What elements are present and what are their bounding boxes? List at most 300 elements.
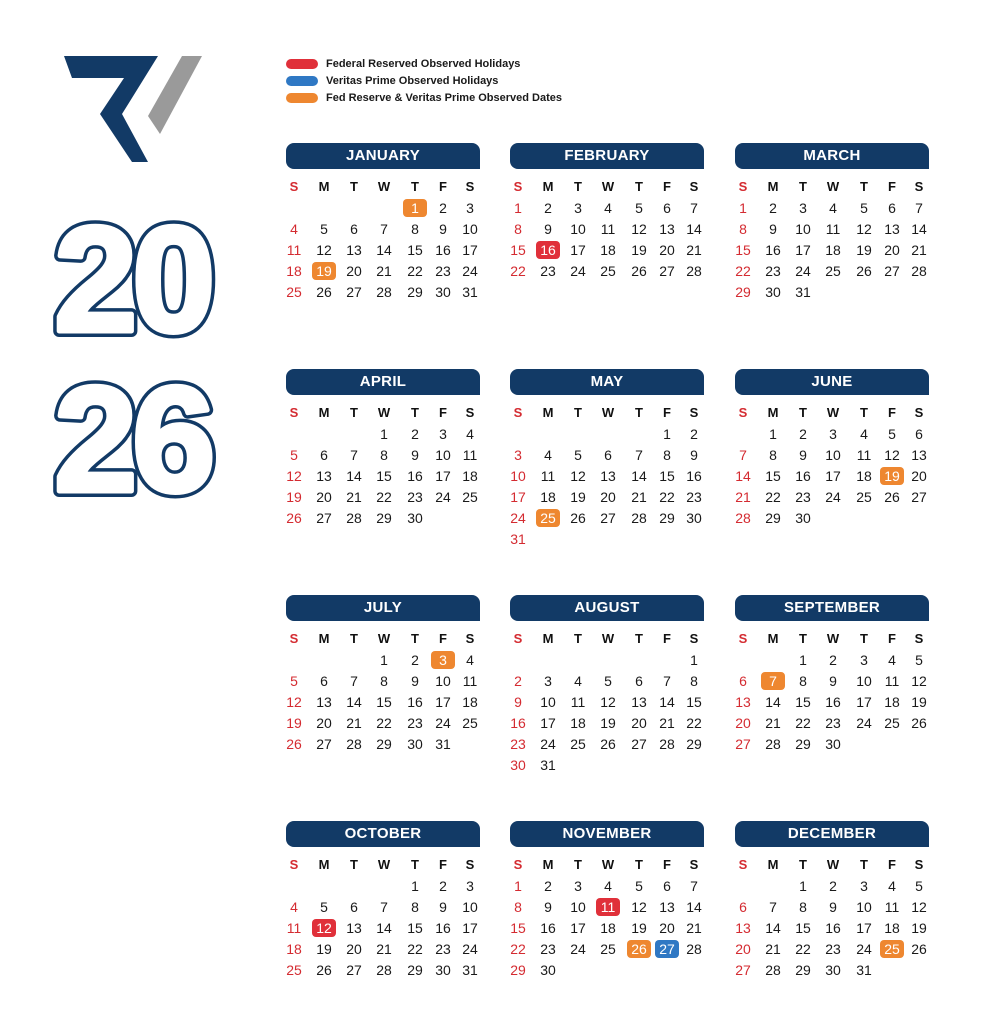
day-cell: 7 [915, 200, 923, 216]
day-cell: 26 [600, 736, 616, 752]
day-cell: 22 [659, 489, 675, 505]
day-cell: 16 [825, 694, 841, 710]
month-may [510, 369, 704, 547]
day-cell: 12 [631, 899, 647, 915]
year-graphic [48, 196, 223, 506]
day-cell: 1 [411, 878, 419, 894]
company-logo [60, 52, 210, 173]
day-cell: 21 [376, 941, 392, 957]
day-cell: 13 [735, 920, 751, 936]
day-cell: 8 [514, 221, 522, 237]
month-january [286, 143, 480, 318]
month-days-grid [510, 404, 704, 547]
day-cell: 23 [407, 489, 423, 505]
month-days-grid [286, 178, 480, 318]
day-cell: 23 [435, 263, 451, 279]
day-cell: 18 [540, 489, 556, 505]
day-cell: 22 [735, 263, 751, 279]
month-days-grid [286, 630, 480, 770]
weekday-header: S [289, 405, 299, 420]
day-cell: 8 [411, 221, 419, 237]
weekday-header: S [465, 631, 475, 646]
day-cell: 15 [407, 920, 423, 936]
day-cell: 23 [540, 263, 556, 279]
weekday-header: T [799, 857, 807, 872]
day-cell: 26 [286, 736, 302, 752]
weekday-header: T [411, 631, 419, 646]
day-cell: 19 [600, 715, 616, 731]
day-cell: 9 [411, 447, 419, 463]
day-cell: 16 [686, 468, 702, 484]
day-cell: 31 [462, 962, 478, 978]
day-cell: 8 [514, 899, 522, 915]
day-cell: 30 [795, 510, 811, 526]
day-cell: 8 [380, 447, 388, 463]
day-cell: 18 [884, 694, 900, 710]
weekday-header: F [888, 405, 896, 420]
holiday-day-cell: 25 [536, 509, 560, 527]
day-cell: 28 [346, 510, 362, 526]
month-title: AUGUST [510, 595, 704, 621]
day-cell: 24 [856, 941, 872, 957]
day-cell: 18 [462, 468, 478, 484]
day-cell: 18 [884, 920, 900, 936]
day-cell: 15 [376, 468, 392, 484]
day-cell: 1 [799, 878, 807, 894]
day-cell: 10 [795, 221, 811, 237]
day-cell: 2 [544, 878, 552, 894]
day-cell: 15 [659, 468, 675, 484]
day-cell: 10 [856, 899, 872, 915]
day-cell: 9 [439, 899, 447, 915]
weekday-header: F [663, 857, 671, 872]
weekday-header: S [465, 405, 475, 420]
day-cell: 13 [659, 899, 675, 915]
day-cell: 11 [540, 468, 556, 484]
day-cell: 12 [316, 242, 332, 258]
day-cell: 20 [911, 468, 927, 484]
day-cell: 11 [884, 673, 900, 689]
month-december [735, 821, 929, 996]
weekday-header: S [513, 179, 523, 194]
day-cell: 8 [739, 221, 747, 237]
weekday-header: W [826, 631, 840, 646]
holiday-day-cell: 3 [431, 651, 455, 669]
day-cell: 28 [765, 736, 781, 752]
day-cell: 1 [380, 426, 388, 442]
day-cell: 5 [635, 200, 643, 216]
day-cell: 18 [600, 242, 616, 258]
day-cell: 6 [350, 899, 358, 915]
day-cell: 30 [540, 962, 556, 978]
month-title: FEBRUARY [510, 143, 704, 169]
month-february [510, 143, 704, 318]
day-cell: 29 [407, 284, 423, 300]
day-cell: 13 [346, 920, 362, 936]
day-cell: 2 [769, 200, 777, 216]
weekday-header: M [542, 631, 554, 646]
month-title: JULY [286, 595, 480, 621]
day-cell: 6 [320, 447, 328, 463]
day-cell: 18 [286, 263, 302, 279]
day-cell: 22 [376, 489, 392, 505]
day-cell: 2 [411, 426, 419, 442]
legend-swatch [286, 76, 318, 86]
day-cell: 12 [631, 221, 647, 237]
day-cell: 29 [686, 736, 702, 752]
day-cell: 30 [435, 962, 451, 978]
day-cell: 6 [604, 447, 612, 463]
month-october [286, 821, 480, 996]
weekday-header: S [914, 631, 924, 646]
day-cell: 23 [686, 489, 702, 505]
day-cell: 19 [631, 242, 647, 258]
holiday-day-cell: 1 [403, 199, 427, 217]
weekday-header: T [635, 857, 643, 872]
day-cell: 10 [540, 694, 556, 710]
day-cell: 2 [829, 878, 837, 894]
day-cell: 5 [574, 447, 582, 463]
day-cell: 1 [799, 652, 807, 668]
day-cell: 30 [510, 757, 526, 773]
day-cell: 16 [407, 694, 423, 710]
day-cell: 1 [663, 426, 671, 442]
day-cell: 3 [574, 200, 582, 216]
day-cell: 5 [915, 878, 923, 894]
day-cell: 27 [735, 962, 751, 978]
day-cell: 20 [884, 242, 900, 258]
month-july [286, 595, 480, 770]
day-cell: 15 [686, 694, 702, 710]
holiday-day-cell: 25 [880, 940, 904, 958]
day-cell: 21 [686, 920, 702, 936]
day-cell: 25 [825, 263, 841, 279]
day-cell: 8 [380, 673, 388, 689]
day-cell: 10 [435, 673, 451, 689]
legend-label: Federal Reserved Observed Holidays [326, 57, 521, 70]
day-cell: 14 [686, 221, 702, 237]
month-days-grid [286, 856, 480, 996]
day-cell: 25 [600, 263, 616, 279]
day-cell: 26 [316, 284, 332, 300]
weekday-header: S [465, 179, 475, 194]
weekday-header: S [689, 631, 699, 646]
day-cell: 8 [663, 447, 671, 463]
day-cell: 21 [686, 242, 702, 258]
day-cell: 20 [346, 941, 362, 957]
month-title: APRIL [286, 369, 480, 395]
day-cell: 1 [739, 200, 747, 216]
day-cell: 21 [911, 242, 927, 258]
day-cell: 31 [462, 284, 478, 300]
day-cell: 16 [435, 920, 451, 936]
day-cell: 19 [316, 941, 332, 957]
day-cell: 29 [376, 510, 392, 526]
weekday-header: T [411, 857, 419, 872]
day-cell: 4 [888, 878, 896, 894]
weekday-header: M [318, 631, 330, 646]
year-text: 2026 [48, 196, 51, 197]
day-cell: 1 [380, 652, 388, 668]
day-cell: 17 [795, 242, 811, 258]
day-cell: 8 [690, 673, 698, 689]
day-cell: 19 [286, 489, 302, 505]
day-cell: 1 [690, 652, 698, 668]
day-cell: 31 [510, 531, 526, 547]
day-cell: 11 [462, 673, 478, 689]
day-cell: 4 [860, 426, 868, 442]
weekday-header: W [826, 857, 840, 872]
day-cell: 6 [663, 200, 671, 216]
day-cell: 10 [435, 447, 451, 463]
holiday-day-cell: 19 [312, 262, 336, 280]
weekday-header: W [601, 631, 615, 646]
day-cell: 3 [799, 200, 807, 216]
day-cell: 9 [544, 899, 552, 915]
day-cell: 3 [439, 426, 447, 442]
day-cell: 24 [510, 510, 526, 526]
weekday-header: M [542, 405, 554, 420]
day-cell: 7 [350, 447, 358, 463]
month-title: JUNE [735, 369, 929, 395]
day-cell: 24 [435, 489, 451, 505]
weekday-header: M [318, 857, 330, 872]
weekday-header: S [289, 857, 299, 872]
day-cell: 22 [510, 941, 526, 957]
day-cell: 26 [570, 510, 586, 526]
day-cell: 6 [350, 221, 358, 237]
month-days-grid [735, 856, 929, 996]
day-cell: 7 [350, 673, 358, 689]
month-november [510, 821, 704, 996]
day-cell: 9 [690, 447, 698, 463]
day-cell: 15 [376, 694, 392, 710]
day-cell: 9 [829, 673, 837, 689]
day-cell: 20 [735, 715, 751, 731]
day-cell: 21 [735, 489, 751, 505]
weekday-header: T [350, 179, 358, 194]
weekday-header: S [738, 179, 748, 194]
day-cell: 16 [510, 715, 526, 731]
day-cell: 7 [663, 673, 671, 689]
day-cell: 27 [316, 510, 332, 526]
weekday-header: S [738, 631, 748, 646]
day-cell: 27 [631, 736, 647, 752]
day-cell: 5 [635, 878, 643, 894]
day-cell: 10 [510, 468, 526, 484]
month-march [735, 143, 929, 318]
day-cell: 19 [856, 242, 872, 258]
day-cell: 4 [466, 426, 474, 442]
day-cell: 30 [686, 510, 702, 526]
day-cell: 12 [286, 694, 302, 710]
day-cell: 17 [856, 694, 872, 710]
day-cell: 24 [825, 489, 841, 505]
day-cell: 4 [290, 899, 298, 915]
day-cell: 18 [856, 468, 872, 484]
weekday-header: S [289, 631, 299, 646]
weekday-header: F [663, 631, 671, 646]
weekday-header: F [888, 631, 896, 646]
day-cell: 9 [439, 221, 447, 237]
day-cell: 14 [376, 920, 392, 936]
day-cell: 20 [659, 920, 675, 936]
day-cell: 14 [631, 468, 647, 484]
day-cell: 2 [690, 426, 698, 442]
day-cell: 25 [462, 489, 478, 505]
day-cell: 1 [514, 200, 522, 216]
day-cell: 23 [407, 715, 423, 731]
weekday-header: F [888, 179, 896, 194]
veritas-prime-logo-icon [60, 52, 210, 168]
day-cell: 20 [346, 263, 362, 279]
day-cell: 5 [915, 652, 923, 668]
day-cell: 29 [376, 736, 392, 752]
weekday-header: T [350, 405, 358, 420]
day-cell: 20 [735, 941, 751, 957]
weekday-header: T [635, 631, 643, 646]
day-cell: 29 [765, 510, 781, 526]
weekday-header: T [860, 631, 868, 646]
month-days-grid [286, 404, 480, 544]
day-cell: 11 [884, 899, 900, 915]
weekday-header: M [767, 857, 779, 872]
day-cell: 17 [570, 242, 586, 258]
legend-item [286, 89, 562, 106]
day-cell: 21 [376, 263, 392, 279]
holiday-day-cell: 11 [596, 898, 620, 916]
day-cell: 15 [795, 920, 811, 936]
day-cell: 2 [514, 673, 522, 689]
day-cell: 24 [570, 941, 586, 957]
day-cell: 10 [825, 447, 841, 463]
day-cell: 18 [570, 715, 586, 731]
day-cell: 9 [829, 899, 837, 915]
day-cell: 29 [795, 962, 811, 978]
day-cell: 2 [439, 878, 447, 894]
weekday-header: S [289, 179, 299, 194]
day-cell: 13 [659, 221, 675, 237]
day-cell: 3 [466, 200, 474, 216]
day-cell: 14 [346, 468, 362, 484]
month-title: JANUARY [286, 143, 480, 169]
day-cell: 23 [825, 941, 841, 957]
day-cell: 28 [376, 962, 392, 978]
day-cell: 25 [286, 284, 302, 300]
legend-label: Fed Reserve & Veritas Prime Observed Dates [326, 91, 563, 104]
day-cell: 3 [466, 878, 474, 894]
day-cell: 14 [735, 468, 751, 484]
day-cell: 6 [320, 673, 328, 689]
day-cell: 18 [825, 242, 841, 258]
day-cell: 14 [376, 242, 392, 258]
weekday-header: T [574, 631, 582, 646]
legend-swatch [286, 59, 318, 69]
day-cell: 26 [286, 510, 302, 526]
day-cell: 9 [799, 447, 807, 463]
day-cell: 28 [346, 736, 362, 752]
day-cell: 7 [690, 878, 698, 894]
day-cell: 13 [631, 694, 647, 710]
weekday-header: S [738, 405, 748, 420]
weekday-header: W [601, 857, 615, 872]
weekday-header: W [601, 179, 615, 194]
month-title: OCTOBER [286, 821, 480, 847]
month-title: MAY [510, 369, 704, 395]
day-cell: 27 [600, 510, 616, 526]
weekday-header: F [663, 179, 671, 194]
day-cell: 17 [510, 489, 526, 505]
holiday-day-cell: 19 [880, 467, 904, 485]
weekday-header: S [914, 405, 924, 420]
day-cell: 5 [290, 447, 298, 463]
weekday-header: W [377, 179, 391, 194]
day-cell: 30 [407, 510, 423, 526]
weekday-header: T [635, 405, 643, 420]
day-cell: 29 [510, 962, 526, 978]
day-cell: 25 [462, 715, 478, 731]
day-cell: 22 [407, 263, 423, 279]
day-cell: 19 [911, 920, 927, 936]
day-cell: 2 [799, 426, 807, 442]
day-cell: 20 [631, 715, 647, 731]
day-cell: 29 [659, 510, 675, 526]
day-cell: 17 [570, 920, 586, 936]
day-cell: 12 [911, 899, 927, 915]
day-cell: 2 [411, 652, 419, 668]
weekday-header: S [914, 857, 924, 872]
weekday-header: M [767, 631, 779, 646]
day-cell: 3 [574, 878, 582, 894]
day-cell: 12 [286, 468, 302, 484]
weekday-header: M [318, 179, 330, 194]
day-cell: 30 [825, 736, 841, 752]
weekday-header: M [318, 405, 330, 420]
day-cell: 7 [769, 899, 777, 915]
weekday-header: S [738, 857, 748, 872]
day-cell: 26 [884, 489, 900, 505]
day-cell: 31 [540, 757, 556, 773]
day-cell: 4 [829, 200, 837, 216]
weekday-header: T [860, 857, 868, 872]
holiday-day-cell: 26 [627, 940, 651, 958]
day-cell: 29 [407, 962, 423, 978]
day-cell: 31 [435, 736, 451, 752]
month-title: NOVEMBER [510, 821, 704, 847]
day-cell: 14 [686, 899, 702, 915]
day-cell: 15 [510, 920, 526, 936]
day-cell: 16 [407, 468, 423, 484]
weekday-header: F [663, 405, 671, 420]
day-cell: 11 [600, 221, 616, 237]
day-cell: 28 [765, 962, 781, 978]
day-cell: 29 [795, 736, 811, 752]
day-cell: 14 [346, 694, 362, 710]
day-cell: 4 [604, 878, 612, 894]
weekday-header: F [888, 857, 896, 872]
weekday-header: W [826, 179, 840, 194]
day-cell: 22 [795, 715, 811, 731]
legend-item [286, 55, 562, 72]
day-cell: 8 [799, 673, 807, 689]
day-cell: 25 [856, 489, 872, 505]
day-cell: 8 [411, 899, 419, 915]
day-cell: 20 [659, 242, 675, 258]
day-cell: 19 [911, 694, 927, 710]
weekday-header: T [411, 405, 419, 420]
day-cell: 14 [765, 920, 781, 936]
day-cell: 24 [795, 263, 811, 279]
